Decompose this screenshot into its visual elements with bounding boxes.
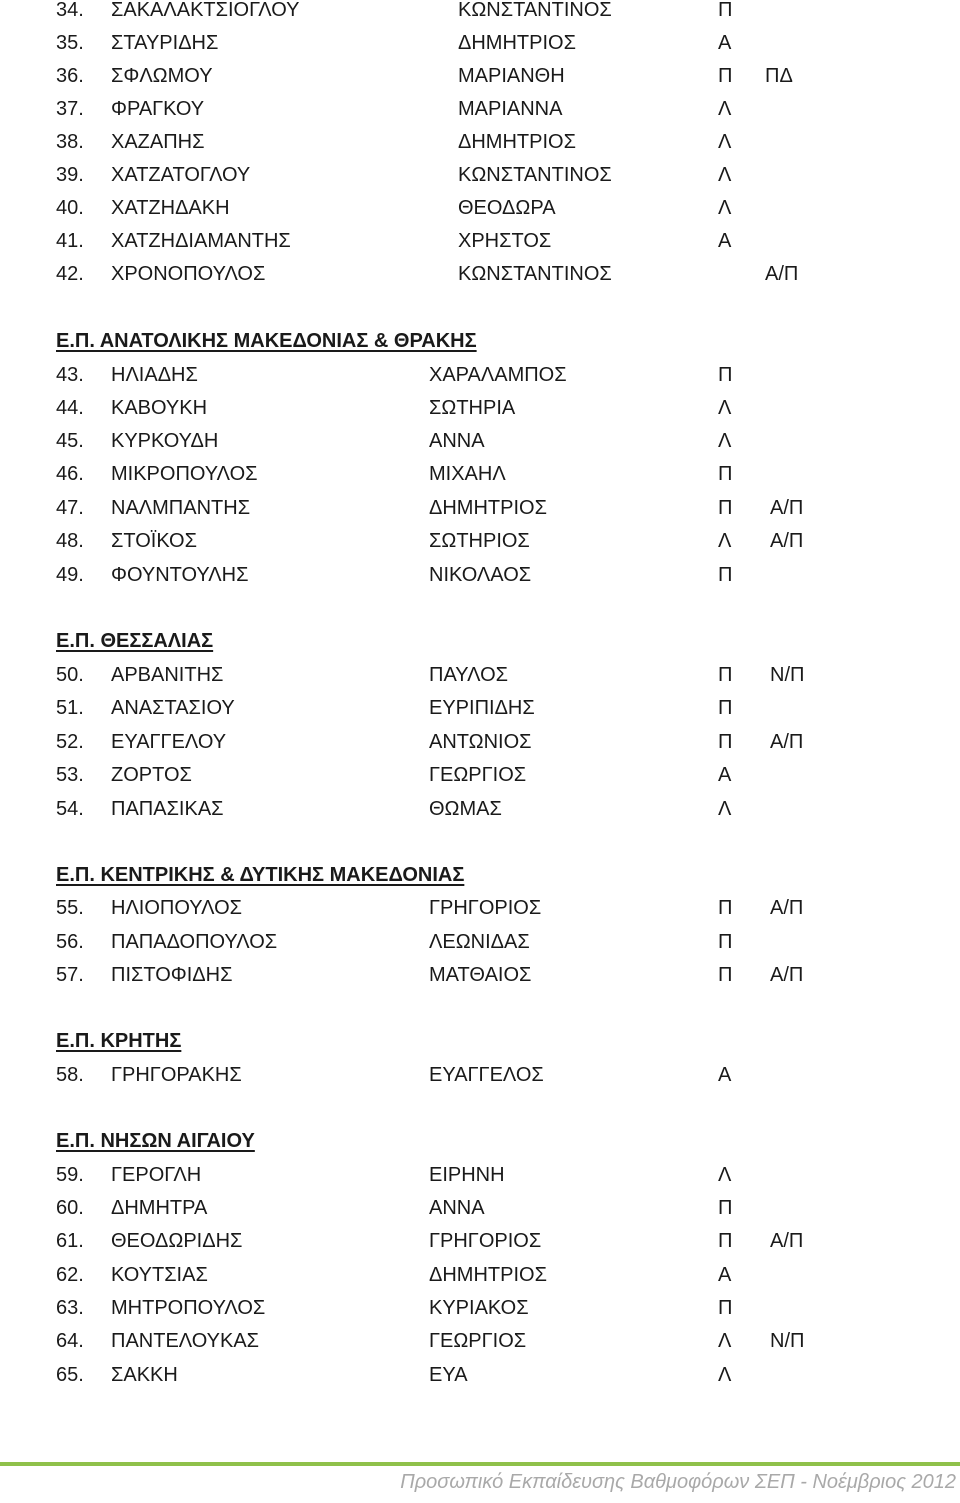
row-number: 47. bbox=[56, 497, 84, 519]
row-given-name: ΔΗΜΗΤΡΙΟΣ bbox=[458, 32, 576, 54]
row-status: Λ bbox=[718, 1330, 732, 1352]
row-given-name: ΧΡΗΣΤΟΣ bbox=[458, 230, 552, 252]
row-status: Π bbox=[718, 731, 733, 753]
row-surname: ΓΕΡΟΓΛΗ bbox=[111, 1164, 202, 1186]
row-extra: Α/Π bbox=[770, 530, 804, 552]
row-status: Α bbox=[718, 764, 732, 786]
list-item bbox=[0, 93, 960, 126]
row-given-name: ΚΩΝΣΤΑΝΤΙΝΟΣ bbox=[458, 0, 612, 21]
row-status: Λ bbox=[718, 164, 732, 186]
row-given-name: ΚΩΝΣΤΑΝΤΙΝΟΣ bbox=[458, 164, 612, 186]
row-surname: ΠΑΠΑΣΙΚΑΣ bbox=[111, 798, 224, 820]
row-number: 45. bbox=[56, 430, 84, 452]
list-item bbox=[0, 225, 960, 258]
row-status: Λ bbox=[718, 1364, 732, 1386]
row-surname: ΘΕΟΔΩΡΙΔΗΣ bbox=[111, 1230, 243, 1252]
row-surname: ΠΙΣΤΟΦΙΔΗΣ bbox=[111, 964, 233, 986]
row-number: 63. bbox=[56, 1297, 84, 1319]
row-given-name: ΓΡΗΓΟΡΙΟΣ bbox=[429, 1230, 542, 1252]
row-number: 61. bbox=[56, 1230, 84, 1252]
list-item bbox=[0, 726, 960, 759]
row-number: 36. bbox=[56, 65, 84, 87]
row-number: 43. bbox=[56, 364, 84, 386]
section-heading: Ε.Π. ΚΕΝΤΡΙΚΗΣ & ΔΥΤΙΚΗΣ ΜΑΚΕΔΟΝΙΑΣ bbox=[56, 864, 465, 886]
row-given-name: ΛΕΩΝΙΔΑΣ bbox=[429, 931, 530, 953]
row-surname: ΧΑΤΖΗΔΑΚΗ bbox=[111, 197, 230, 219]
row-status: Λ bbox=[718, 98, 732, 120]
row-number: 38. bbox=[56, 131, 84, 153]
row-surname: ΣΤΟΪΚΟΣ bbox=[111, 530, 197, 552]
row-number: 55. bbox=[56, 897, 84, 919]
row-given-name: ΑΝΤΩΝΙΟΣ bbox=[429, 731, 532, 753]
row-surname: ΧΑΤΖΗΔΙΑΜΑΝΤΗΣ bbox=[111, 230, 291, 252]
row-number: 52. bbox=[56, 731, 84, 753]
list-item bbox=[0, 692, 960, 725]
list-item bbox=[0, 27, 960, 60]
row-number: 42. bbox=[56, 263, 84, 285]
row-extra: Ν/Π bbox=[770, 1330, 805, 1352]
row-status: Λ bbox=[718, 397, 732, 419]
row-given-name: ΕΥΑΓΓΕΛΟΣ bbox=[429, 1064, 544, 1086]
row-number: 59. bbox=[56, 1164, 84, 1186]
row-status: Π bbox=[718, 697, 733, 719]
list-item bbox=[0, 1192, 960, 1225]
row-extra: ΠΔ bbox=[765, 65, 793, 87]
list-item bbox=[0, 1292, 960, 1325]
row-given-name: ΓΕΩΡΓΙΟΣ bbox=[429, 764, 527, 786]
row-number: 44. bbox=[56, 397, 84, 419]
row-given-name: ΑΝΝΑ bbox=[429, 430, 485, 452]
list-item bbox=[0, 1259, 960, 1292]
row-given-name: ΝΙΚΟΛΑΟΣ bbox=[429, 564, 532, 586]
row-given-name: ΘΩΜΑΣ bbox=[429, 798, 502, 820]
list-item bbox=[0, 159, 960, 192]
row-given-name: ΓΡΗΓΟΡΙΟΣ bbox=[429, 897, 542, 919]
row-number: 34. bbox=[56, 0, 84, 21]
row-status: Π bbox=[718, 364, 733, 386]
list-item bbox=[0, 492, 960, 525]
list-item bbox=[0, 525, 960, 558]
list-item bbox=[0, 793, 960, 826]
row-given-name: ΕΥΑ bbox=[429, 1364, 468, 1386]
row-surname: ΚΥΡΚΟΥΔΗ bbox=[111, 430, 219, 452]
row-surname: ΜΗΤΡΟΠΟΥΛΟΣ bbox=[111, 1297, 266, 1319]
row-number: 56. bbox=[56, 931, 84, 953]
row-extra: Α/Π bbox=[765, 263, 799, 285]
row-extra: Α/Π bbox=[770, 897, 804, 919]
row-number: 48. bbox=[56, 530, 84, 552]
row-number: 65. bbox=[56, 1364, 84, 1386]
row-surname: ΑΝΑΣΤΑΣΙΟΥ bbox=[111, 697, 235, 719]
list-item bbox=[0, 1159, 960, 1192]
row-given-name: ΕΙΡΗΝΗ bbox=[429, 1164, 505, 1186]
row-number: 60. bbox=[56, 1197, 84, 1219]
row-number: 57. bbox=[56, 964, 84, 986]
list-item bbox=[0, 659, 960, 692]
row-status: Α bbox=[718, 1064, 732, 1086]
row-given-name: ΚΥΡΙΑΚΟΣ bbox=[429, 1297, 529, 1319]
row-number: 64. bbox=[56, 1330, 84, 1352]
footer-divider bbox=[0, 1462, 960, 1466]
row-extra: Ν/Π bbox=[770, 664, 805, 686]
row-extra: Α/Π bbox=[770, 497, 804, 519]
row-given-name: ΘΕΟΔΩΡΑ bbox=[458, 197, 556, 219]
list-item bbox=[0, 258, 960, 291]
list-item bbox=[0, 892, 960, 925]
row-extra: Α/Π bbox=[770, 964, 804, 986]
row-number: 35. bbox=[56, 32, 84, 54]
list-item bbox=[0, 926, 960, 959]
row-given-name: ΔΗΜΗΤΡΙΟΣ bbox=[429, 1264, 547, 1286]
row-surname: ΓΡΗΓΟΡΑΚΗΣ bbox=[111, 1064, 242, 1086]
row-given-name: ΔΗΜΗΤΡΙΟΣ bbox=[458, 131, 576, 153]
row-status: Α bbox=[718, 230, 732, 252]
row-surname: ΖΟΡΤΟΣ bbox=[111, 764, 192, 786]
row-status: Π bbox=[718, 463, 733, 485]
row-extra: Α/Π bbox=[770, 731, 804, 753]
row-number: 39. bbox=[56, 164, 84, 186]
list-item bbox=[0, 60, 960, 93]
row-given-name: ΠΑΥΛΟΣ bbox=[429, 664, 509, 686]
row-number: 37. bbox=[56, 98, 84, 120]
row-surname: ΦΡΑΓΚΟΥ bbox=[111, 98, 205, 120]
row-given-name: ΣΩΤΗΡΙΑ bbox=[429, 397, 516, 419]
row-surname: ΚΑΒΟΥΚΗ bbox=[111, 397, 208, 419]
row-status: Π bbox=[718, 1197, 733, 1219]
row-number: 53. bbox=[56, 764, 84, 786]
row-surname: ΑΡΒΑΝΙΤΗΣ bbox=[111, 664, 224, 686]
row-status: Α bbox=[718, 1264, 732, 1286]
row-number: 62. bbox=[56, 1264, 84, 1286]
row-status: Λ bbox=[718, 131, 732, 153]
row-status: Π bbox=[718, 1297, 733, 1319]
row-surname: ΣΦΛΩΜΟΥ bbox=[111, 65, 213, 87]
row-number: 58. bbox=[56, 1064, 84, 1086]
row-given-name: ΜΑΡΙΑΝΝΑ bbox=[458, 98, 563, 120]
row-status: Π bbox=[718, 897, 733, 919]
row-surname: ΗΛΙΟΠΟΥΛΟΣ bbox=[111, 897, 242, 919]
list-item bbox=[0, 1059, 960, 1092]
row-surname: ΠΑΠΑΔΟΠΟΥΛΟΣ bbox=[111, 931, 278, 953]
row-surname: ΕΥΑΓΓΕΛΟΥ bbox=[111, 731, 227, 753]
section-heading: Ε.Π. ΚΡΗΤΗΣ bbox=[56, 1030, 182, 1052]
list-item bbox=[0, 192, 960, 225]
row-number: 46. bbox=[56, 463, 84, 485]
row-surname: ΣΑΚΚΗ bbox=[111, 1364, 178, 1386]
list-item bbox=[0, 359, 960, 392]
row-status: Π bbox=[718, 0, 733, 21]
row-number: 49. bbox=[56, 564, 84, 586]
row-surname: ΜΙΚΡΟΠΟΥΛΟΣ bbox=[111, 463, 258, 485]
row-given-name: ΔΗΜΗΤΡΙΟΣ bbox=[429, 497, 547, 519]
row-surname: ΣΑΚΑΛΑΚΤΣΙΟΓΛΟΥ bbox=[111, 0, 300, 21]
row-surname: ΧΑΖΑΠΗΣ bbox=[111, 131, 205, 153]
list-item bbox=[0, 425, 960, 458]
list-item bbox=[0, 458, 960, 491]
list-item bbox=[0, 1325, 960, 1358]
row-status: Λ bbox=[718, 530, 732, 552]
row-number: 51. bbox=[56, 697, 84, 719]
row-given-name: ΜΑΤΘΑΙΟΣ bbox=[429, 964, 532, 986]
section-heading: Ε.Π. ΘΕΣΣΑΛΙΑΣ bbox=[56, 630, 214, 652]
row-status: Α bbox=[718, 32, 732, 54]
list-item bbox=[0, 1225, 960, 1258]
row-surname: ΦΟΥΝΤΟΥΛΗΣ bbox=[111, 564, 249, 586]
row-status: Λ bbox=[718, 430, 732, 452]
row-surname: ΝΑΛΜΠΑΝΤΗΣ bbox=[111, 497, 251, 519]
row-extra: Α/Π bbox=[770, 1230, 804, 1252]
row-surname: ΣΤΑΥΡΙΔΗΣ bbox=[111, 32, 219, 54]
row-status: Λ bbox=[718, 1164, 732, 1186]
row-surname: ΚΟΥΤΣΙΑΣ bbox=[111, 1264, 208, 1286]
row-given-name: ΚΩΝΣΤΑΝΤΙΝΟΣ bbox=[458, 263, 612, 285]
row-number: 40. bbox=[56, 197, 84, 219]
row-surname: ΗΛΙΑΔΗΣ bbox=[111, 364, 198, 386]
list-item bbox=[0, 392, 960, 425]
row-number: 50. bbox=[56, 664, 84, 686]
row-status: Π bbox=[718, 964, 733, 986]
footer-text: Προσωπικό Εκπαίδευσης Βαθμοφόρων ΣΕΠ - Νοέμβριος 2012 bbox=[400, 1471, 956, 1493]
row-status: Π bbox=[718, 1230, 733, 1252]
list-item bbox=[0, 759, 960, 792]
row-given-name: ΣΩΤΗΡΙΟΣ bbox=[429, 530, 530, 552]
row-status: Λ bbox=[718, 798, 732, 820]
row-surname: ΔΗΜΗΤΡΑ bbox=[111, 1197, 208, 1219]
list-item bbox=[0, 0, 960, 27]
row-given-name: ΜΙΧΑΗΛ bbox=[429, 463, 506, 485]
row-status: Π bbox=[718, 664, 733, 686]
row-status: Π bbox=[718, 65, 733, 87]
row-given-name: ΜΑΡΙΑΝΘΗ bbox=[458, 65, 565, 87]
list-item bbox=[0, 959, 960, 992]
list-item bbox=[0, 126, 960, 159]
row-number: 54. bbox=[56, 798, 84, 820]
list-item bbox=[0, 559, 960, 592]
row-status: Λ bbox=[718, 197, 732, 219]
section-heading: Ε.Π. ΝΗΣΩΝ ΑΙΓΑΙΟΥ bbox=[56, 1130, 255, 1152]
row-status: Π bbox=[718, 931, 733, 953]
row-given-name: ΕΥΡΙΠΙΔΗΣ bbox=[429, 697, 535, 719]
row-given-name: ΧΑΡΑΛΑΜΠΟΣ bbox=[429, 364, 567, 386]
row-given-name: ΓΕΩΡΓΙΟΣ bbox=[429, 1330, 527, 1352]
list-item bbox=[0, 1359, 960, 1392]
row-surname: ΧΡΟΝΟΠΟΥΛΟΣ bbox=[111, 263, 266, 285]
section-heading: Ε.Π. ΑΝΑΤΟΛΙΚΗΣ ΜΑΚΕΔΟΝΙΑΣ & ΘΡΑΚΗΣ bbox=[56, 330, 477, 352]
row-surname: ΠΑΝΤΕΛΟΥΚΑΣ bbox=[111, 1330, 260, 1352]
row-surname: ΧΑΤΖΑΤΟΓΛΟΥ bbox=[111, 164, 251, 186]
row-status: Π bbox=[718, 497, 733, 519]
row-given-name: ΑΝΝΑ bbox=[429, 1197, 485, 1219]
row-status: Π bbox=[718, 564, 733, 586]
row-number: 41. bbox=[56, 230, 84, 252]
